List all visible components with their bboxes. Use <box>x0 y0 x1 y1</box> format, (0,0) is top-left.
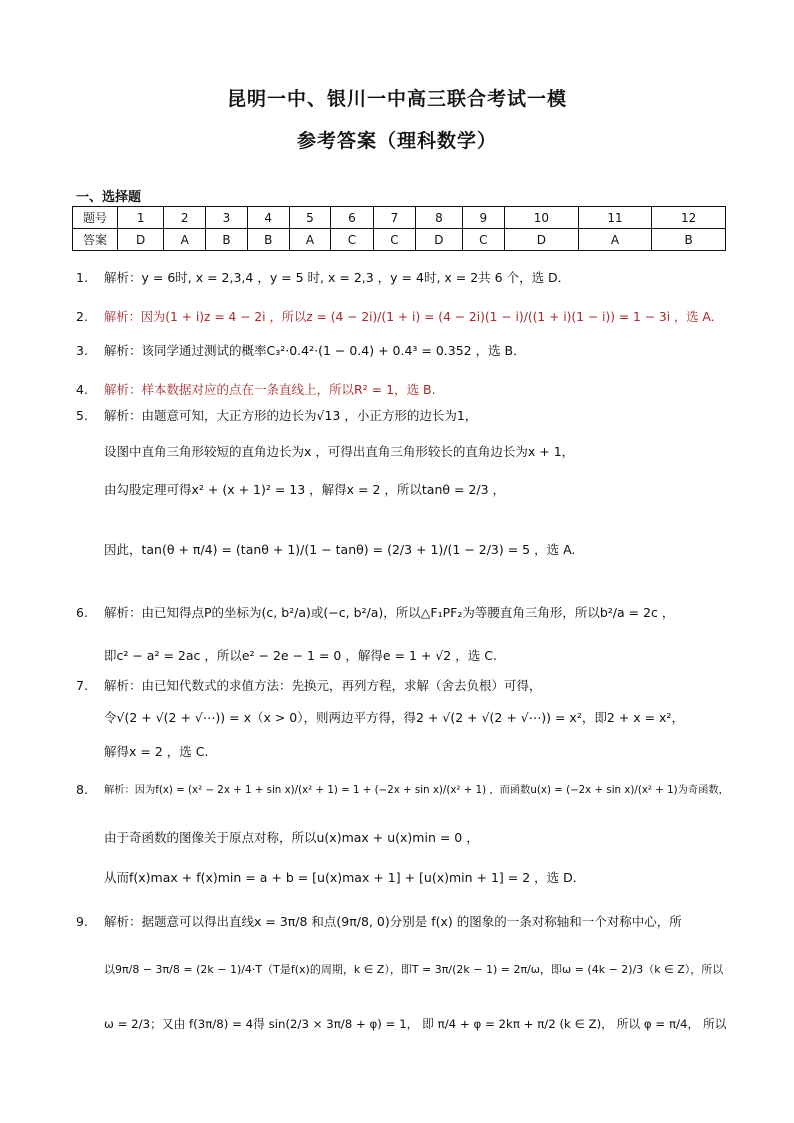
item-number: 5. <box>76 408 88 423</box>
table-cell: B <box>652 229 726 251</box>
table-cell: 6 <box>331 207 373 229</box>
answer-item-8-line: 从而f(x)max + f(x)min = a + b = [u(x)max + 1] + [u(x)min + 1] = 2 ，选 D． <box>104 870 586 885</box>
answer-item-2: 解析：因为(1 + i)z = 4 − 2i ，所以z = (4 − 2i)/(1 + i) = (4 − 2i)(1 − i)/((1 + i)(1 − i)) = 1 − 3i ，选 A． <box>104 310 724 324</box>
table-row-label: 答案 <box>73 229 118 251</box>
page-subtitle: 参考答案（理科数学） <box>296 130 497 152</box>
table-cell: 4 <box>247 207 289 229</box>
table-cell: D <box>505 229 579 251</box>
table-cell: 9 <box>462 207 504 229</box>
answer-item-7-line: 令√(2 + √(2 + √⋯)) = x（x > 0），则两边平方得，得2 + √(2 + √(2 + √⋯)) = x²，即2 + x = x²， <box>104 710 684 725</box>
table-cell: C <box>373 229 415 251</box>
item-number: 8. <box>76 782 88 797</box>
answer-item-6-line: 解析：由已知得点P的坐标为(c, b²/a)或(−c, b²/a)，所以△F₁PF₂为等腰直角三角形，所以b²/a = 2c ， <box>104 605 675 620</box>
item-number: 2. <box>76 309 88 324</box>
answer-item-9-line: 解析：据题意可以得出直线x = 3π/8 和点(9π/8, 0)分别是 f(x) 的图象的一条对称轴和一个对称中心，所 <box>104 914 682 929</box>
answer-item-8-line: 由于奇函数的图像关于原点对称，所以u(x)max + u(x)min = 0 ， <box>104 830 479 845</box>
answer-item-3: 解析：该同学通过测试的概率C₃²·0.4²·(1 − 0.4) + 0.4³ = 0.352 ，选 B． <box>104 343 526 358</box>
table-cell: 5 <box>289 207 331 229</box>
item-number: 1. <box>76 270 88 285</box>
table-cell: B <box>206 229 248 251</box>
answer-item-1: 解析：y = 6时, x = 2,3,4 ，y = 5 时, x = 2,3 ，y = 4时, x = 2共 6 个，选 D． <box>104 270 571 285</box>
table-cell: D <box>118 229 164 251</box>
table-cell: A <box>578 229 652 251</box>
section-heading: 一、选择题 <box>76 190 142 205</box>
answer-item-5-line: 因此，tan(θ + π/4) = (tanθ + 1)/(1 − tanθ) = (2/3 + 1)/(1 − 2/3) = 5 ，选 A. <box>104 542 576 557</box>
table-cell: 11 <box>578 207 652 229</box>
answer-item-6-line: 即c² − a² = 2ac ，所以e² − 2e − 1 = 0 ，解得e = 1 + √2 ，选 C. <box>104 648 497 663</box>
table-cell: B <box>247 229 289 251</box>
table-cell: 3 <box>206 207 248 229</box>
answer-item-5-line: 设图中直角三角形较短的直角边长为x ，可得出直角三角形较长的直角边长为x + 1， <box>104 444 575 459</box>
table-cell: A <box>289 229 331 251</box>
table-cell: C <box>331 229 373 251</box>
answer-item-4: 解析：样本数据对应的点在一条直线上，所以R² = 1，选 B. <box>104 382 436 397</box>
answer-item-9-line: ω = 2/3；又由 f(3π/8) = 4得 sin(2/3 × 3π/8 + φ) = 1， 即 π/4 + φ = 2kπ + π/2 (k ∈ Z)， 所以 φ = π/4， 所以 <box>104 1017 727 1031</box>
table-cell: 2 <box>164 207 206 229</box>
item-number: 3. <box>76 343 88 358</box>
answer-item-9-line: 以9π/8 − 3π/8 = (2k − 1)/4·T（T是f(x)的周期，k ∈ Z），即T = 3π/(2k − 1) = 2π/ω，即ω = (4k − 2)/3（k ∈ Z），所以 <box>104 963 724 976</box>
table-cell: 1 <box>118 207 164 229</box>
answer-item-5-line: 解析：由题意可知，大正方形的边长为√13 ，小正方形的边长为1， <box>104 408 478 423</box>
answer-item-7-line: 解得x = 2 ，选 C. <box>104 744 209 759</box>
answer-item-5-line: 由勾股定理可得x² + (x + 1)² = 13 ，解得x = 2 ，所以tanθ = 2/3 ， <box>104 482 506 497</box>
table-cell: A <box>164 229 206 251</box>
page-title: 昆明一中、银川一中高三联合考试一模 <box>226 88 567 110</box>
item-number: 9. <box>76 914 88 929</box>
table-row-label: 题号 <box>73 207 118 229</box>
table-cell: 12 <box>652 207 726 229</box>
answer-table <box>72 206 726 251</box>
item-number: 4. <box>76 382 88 397</box>
answer-item-7-line: 解析：由已知代数式的求值方法：先换元，再列方程，求解（舍去负根）可得， <box>104 678 542 693</box>
table-row <box>73 207 726 229</box>
table-cell: D <box>416 229 462 251</box>
answer-item-8-line: 解析：因为f(x) = (x² − 2x + 1 + sin x)/(x² + 1) = 1 + (−2x + sin x)/(x² + 1) ，而函数u(x) = (−2x + sin x)/(x² + 1)为奇函数， <box>104 784 729 796</box>
item-number: 6. <box>76 605 88 620</box>
table-cell: 7 <box>373 207 415 229</box>
table-row <box>73 229 726 251</box>
table-cell: 8 <box>416 207 462 229</box>
table-cell: C <box>462 229 504 251</box>
item-number: 7. <box>76 678 88 693</box>
table-cell: 10 <box>505 207 579 229</box>
